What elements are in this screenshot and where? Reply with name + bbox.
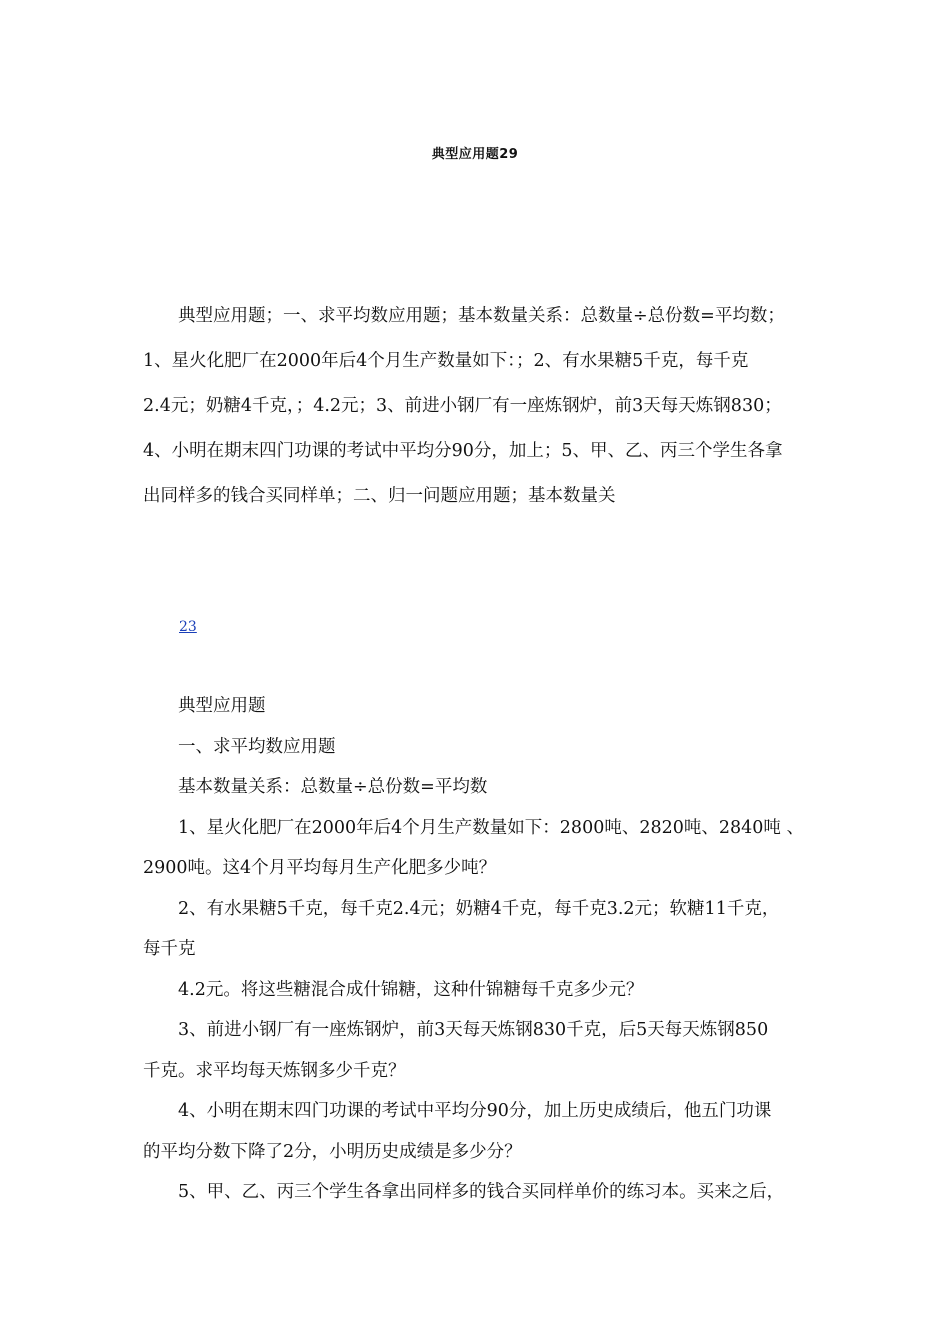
- problem-line: 每千克: [143, 939, 196, 959]
- summary-line: 1、星火化肥厂在2000年后4个月生产数量如下：；2、有水果糖5千克，每千克: [143, 351, 749, 371]
- problem-line: 4、小明在期末四门功课的考试中平均分90分，加上历史成绩后，他五门功课: [178, 1101, 772, 1121]
- subsection-heading: 一、求平均数应用题: [178, 736, 336, 757]
- section-heading: 典型应用题: [178, 696, 266, 716]
- summary-line: 2.4元；奶糖4千克，；4.2元；3、前进小钢厂有一座炼钢炉，前3天每天炼钢830；: [143, 396, 782, 416]
- body-text-block: [143, 686, 823, 1213]
- summary-line: 出同样多的钱合买同样单；二、归一问题应用题；基本数量关: [143, 486, 616, 506]
- problem-line: 3、前进小钢厂有一座炼钢炉，前3天每天炼钢830千克，后5天每天炼钢850: [178, 1020, 769, 1040]
- problem-line: 1、星火化肥厂在2000年后4个月生产数量如下：2800吨、2820吨、2840吨 、: [178, 817, 804, 838]
- problem-line: 5、甲、乙、丙三个学生各拿出同样多的钱合买同样单价的练习本。买来之后，: [178, 1182, 785, 1202]
- problem-line: 2、有水果糖5千克，每千克2.4元；奶糖4千克，每千克3.2元；软糖11千克，: [178, 898, 780, 919]
- summary-line: 典型应用题；一、求平均数应用题；基本数量关系：总数量÷总份数=平均数；: [178, 306, 785, 326]
- page-number-link[interactable]: 23: [179, 619, 197, 635]
- formula-line: 基本数量关系：总数量÷总份数=平均数: [178, 777, 488, 797]
- problem-line: 4.2元。将这些糖混合成什锦糖，这种什锦糖每千克多少元？: [178, 979, 644, 1000]
- problem-line: 的平均分数下降了2分，小明历史成绩是多少分？: [143, 1141, 522, 1162]
- summary-block: [143, 294, 823, 519]
- document-title: 典型应用题29: [431, 147, 519, 162]
- problem-line: 2900吨。这4个月平均每月生产化肥多少吨？: [143, 858, 497, 878]
- problem-line: 千克。求平均每天炼钢多少千克？: [143, 1060, 406, 1081]
- summary-line: 4、小明在期末四门功课的考试中平均分90分，加上；5、甲、乙、丙三个学生各拿: [143, 441, 783, 461]
